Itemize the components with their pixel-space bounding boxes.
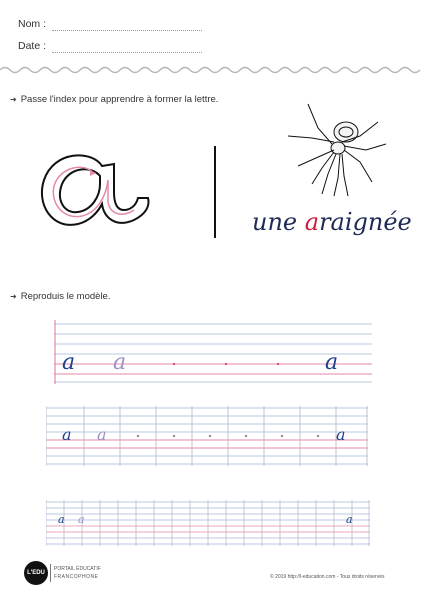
vertical-separator <box>214 146 216 238</box>
practice-letter-end: a <box>325 350 339 375</box>
wavy-divider <box>0 64 421 76</box>
word-suffix: raignée <box>319 208 412 236</box>
date-field[interactable] <box>52 52 202 53</box>
practice-letter-faded: a <box>78 513 85 526</box>
logo-text: L'EDU <box>27 570 45 576</box>
practice-grid-medium <box>46 406 368 468</box>
name-label: Nom : <box>18 18 47 30</box>
practice-grid-small <box>46 500 370 546</box>
arrow-bullet-icon: ➜ <box>10 292 17 301</box>
instruction-trace-text: Passe l'index pour apprendre à former la lettre. <box>20 94 219 105</box>
practice-letter-model: a <box>62 425 72 444</box>
practice-letter-model: a <box>62 350 76 375</box>
practice-letter-end: a <box>336 425 346 444</box>
spider-illustration <box>282 98 392 198</box>
word-prefix: une <box>252 208 305 236</box>
practice-letter-model: a <box>58 513 65 526</box>
practice-letter-end: a <box>346 513 353 526</box>
instruction-copy-text: Reproduis le modèle. <box>20 291 111 302</box>
word-highlight-letter: a <box>304 208 320 236</box>
instruction-copy <box>10 291 110 302</box>
portal-line2: FRANCOPHONE <box>54 574 99 580</box>
arrow-bullet-icon: ➜ <box>10 95 17 104</box>
practice-letter-faded: a <box>113 350 127 375</box>
date-label: Date : <box>18 40 47 52</box>
logo-divider <box>50 564 51 582</box>
letter-tracing-model <box>30 140 160 240</box>
example-word <box>252 208 412 236</box>
name-field[interactable] <box>52 30 202 31</box>
practice-letter-faded: a <box>97 425 107 444</box>
instruction-trace <box>10 94 218 105</box>
portal-line1: PORTAIL ÉDUCATIF <box>54 566 101 572</box>
logo <box>24 561 48 585</box>
copyright-text: © 2019 http://l-education.com - Tous droits réservés <box>270 574 385 580</box>
